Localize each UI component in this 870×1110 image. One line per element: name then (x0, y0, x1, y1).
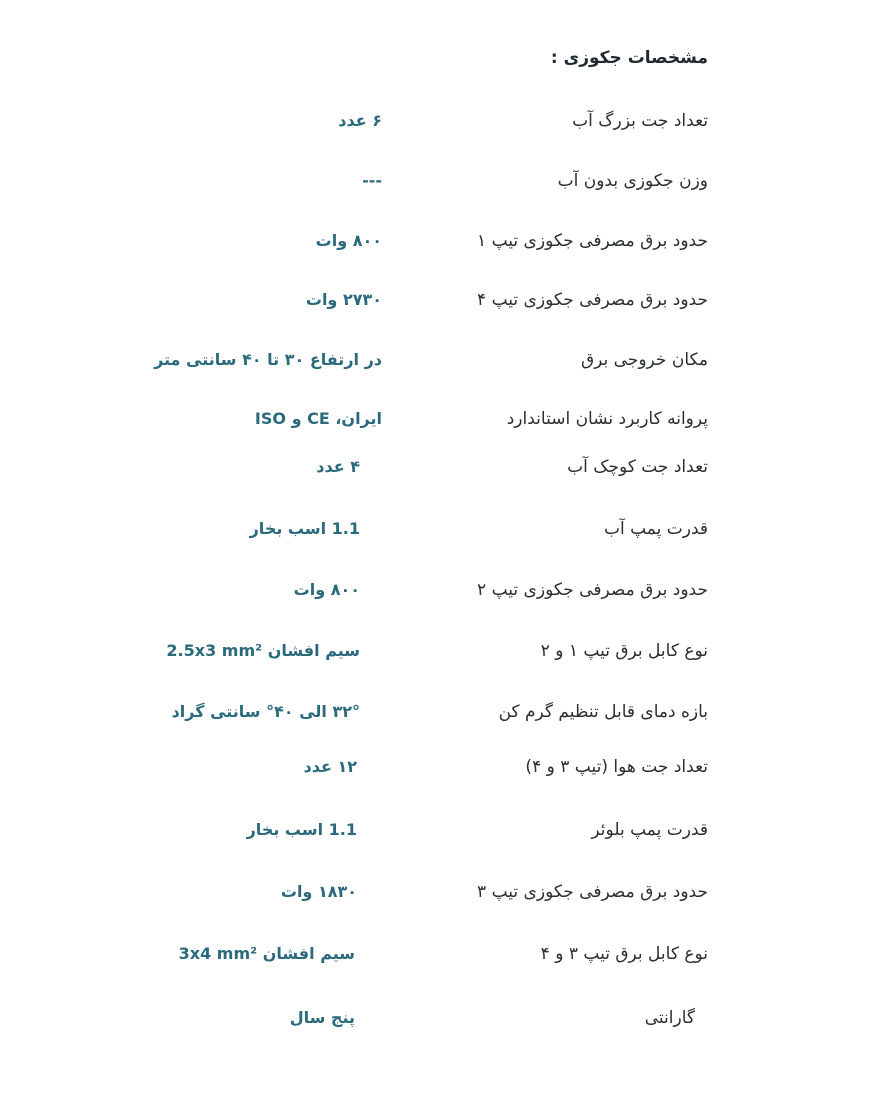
spec-value: ۱۸۳۰ وات (280, 882, 357, 901)
spec-row (0, 404, 870, 434)
spec-value: در ارتفاع ۳۰ تا ۴۰ سانتی متر (154, 350, 382, 369)
spec-value: ۶ عدد (338, 111, 382, 130)
spec-value: ۳۲° الی ۴۰° سانتی گراد (171, 702, 360, 721)
spec-row (0, 752, 870, 782)
spec-label: پروانه کاربرد نشان استاندارد (506, 409, 708, 429)
spec-label: قدرت پمپ بلوئر (591, 820, 708, 840)
spec-value: سیم افشان 2.5x3 mm² (166, 641, 360, 660)
spec-row (0, 877, 870, 907)
spec-value: ۸۰۰ وات (315, 231, 382, 250)
spec-row (0, 452, 870, 482)
spec-value: ۸۰۰ وات (293, 580, 360, 599)
spec-label: حدود برق مصرفی جکوزی تیپ ۳ (477, 882, 708, 902)
spec-value: ایران، CE و ISO (254, 409, 382, 428)
spec-value: ۲۷۳۰ وات (305, 290, 382, 309)
spec-value: 1.1 اسب بخار (246, 820, 357, 839)
spec-label: حدود برق مصرفی جکوزی تیپ ۱ (477, 231, 708, 251)
spec-value: --- (362, 171, 382, 190)
spec-label: حدود برق مصرفی جکوزی تیپ ۴ (477, 290, 708, 310)
spec-label: وزن جکوزی بدون آب (557, 171, 708, 191)
spec-label: حدود برق مصرفی جکوزی تیپ ۲ (477, 580, 708, 600)
spec-value: ۴ عدد (316, 457, 360, 476)
spec-row (0, 815, 870, 845)
spec-value: پنج سال (289, 1008, 355, 1027)
page-title: مشخصات جکوزی : (550, 48, 708, 68)
spec-label: قدرت پمپ آب (603, 519, 708, 539)
spec-label: تعداد جت کوچک آب (567, 457, 708, 477)
spec-label: مکان خروجی برق (580, 350, 708, 370)
spec-label: نوع کابل برق تیپ ۱ و ۲ (540, 641, 708, 661)
spec-label: تعداد جت هوا (تیپ ۳ و ۴) (525, 757, 708, 777)
spec-row (0, 939, 870, 969)
spec-row (0, 636, 870, 666)
spec-label: نوع کابل برق تیپ ۳ و ۴ (540, 944, 708, 964)
spec-label: بازه دمای قابل تنظیم گرم کن (498, 702, 708, 722)
spec-row (0, 514, 870, 544)
spec-label: تعداد جت بزرگ آب (572, 111, 708, 131)
spec-row (0, 345, 870, 375)
spec-row (0, 166, 870, 196)
spec-value: سیم افشان 3x4 mm² (178, 944, 355, 963)
spec-row (0, 285, 870, 315)
spec-value: ۱۲ عدد (303, 757, 357, 776)
spec-row (0, 575, 870, 605)
spec-row (0, 226, 870, 256)
spec-value: 1.1 اسب بخار (249, 519, 360, 538)
spec-label: گارانتی (644, 1008, 695, 1028)
spec-row (0, 106, 870, 136)
spec-row (0, 1003, 870, 1033)
spec-row (0, 697, 870, 727)
